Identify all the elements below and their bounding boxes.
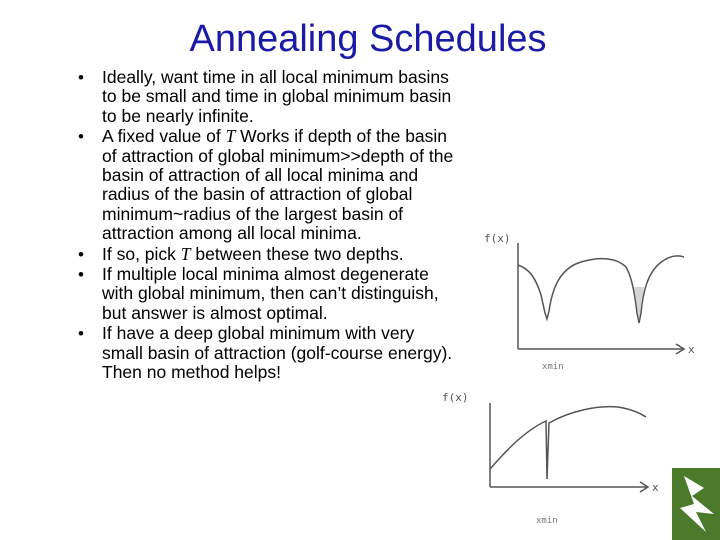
y-axis-label: f(x)	[484, 232, 511, 245]
xmin-label: xmin	[542, 362, 564, 372]
y-axis-label: f(x)	[442, 391, 469, 404]
slide-title: Annealing Schedules	[189, 18, 547, 60]
energy-curve	[490, 407, 646, 479]
bullet-item: • If have a deep global minimum with very small basin of attraction (golf-course energy). Then no method helps!	[78, 324, 458, 382]
x-axis-label: x	[652, 481, 659, 494]
temperature-variable: T	[225, 126, 236, 147]
x-axis-label: x	[688, 343, 695, 356]
bullet-item: • If multiple local minima almost degenerate with global minimum, then can’t distinguish, but answer is almost optimal.	[78, 265, 458, 323]
energy-sketch-bottom	[440, 383, 666, 533]
bullet-item: • Ideally, want time in all local minimum basins to be small and time in global minimum basin to be nearly infinite.	[78, 68, 458, 126]
bullet-item: • If so, pick T between these two depths.	[78, 245, 458, 264]
xmin-label: xmin	[536, 516, 558, 526]
temperature-variable: T	[180, 243, 191, 264]
energy-curve	[518, 256, 684, 323]
energy-sketch-top	[478, 225, 700, 375]
bullet-item: • A fixed value of T Works if depth of the basin of attraction of global minimum>>depth of the basin of attraction of all local minima and radius of the basin of attraction of global minimum~radius of the largest basin of attraction among all local minima.	[78, 127, 458, 243]
bullet-list	[78, 68, 458, 384]
logo-icon	[672, 468, 720, 540]
